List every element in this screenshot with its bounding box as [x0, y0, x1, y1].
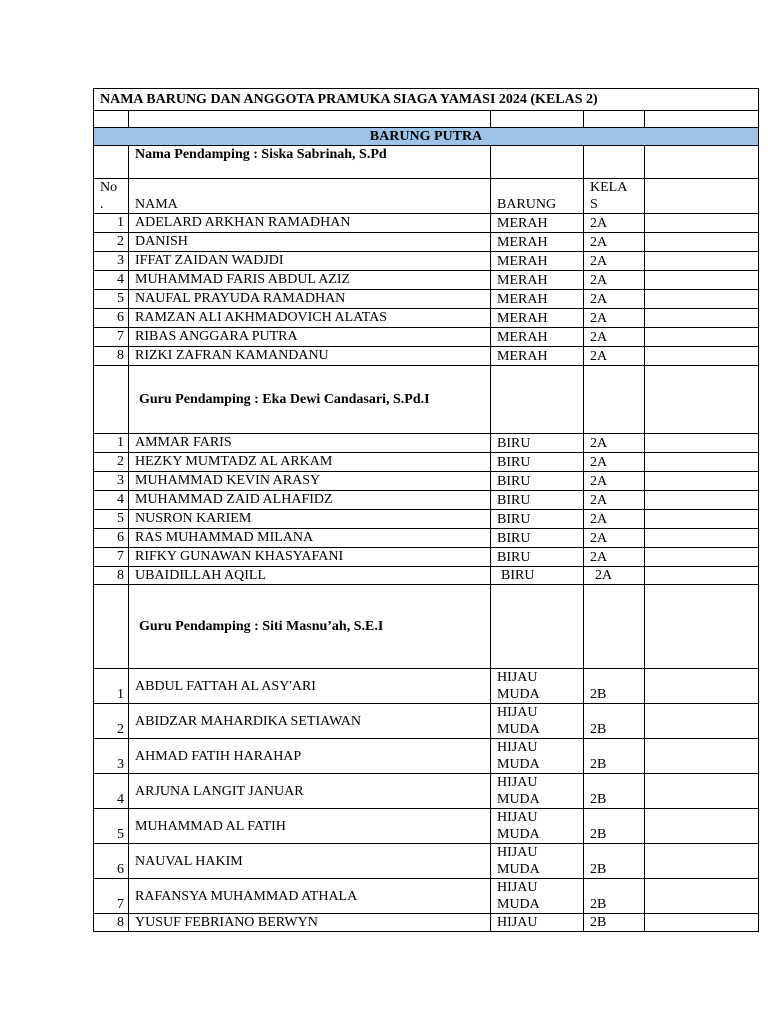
- row-barung-line-1: HIJAU: [497, 740, 538, 755]
- row-barung-line-1: HIJAU: [497, 670, 538, 685]
- table-row: [94, 774, 759, 809]
- empty-cell: [645, 472, 759, 491]
- empty-cell: [645, 567, 759, 585]
- table-row: [94, 214, 759, 233]
- row-kelas: 2A: [584, 510, 645, 529]
- row-barung: BIRU: [491, 529, 584, 548]
- row-barung: MERAH: [491, 347, 584, 366]
- row-nama: MUHAMMAD FARIS ABDUL AZIZ: [129, 271, 491, 290]
- row-kelas: 2A: [584, 328, 645, 347]
- empty-cell: [645, 111, 759, 128]
- pendamping-label: Guru Pendamping : Eka Dewi Candasari, S.Pd.I: [129, 366, 491, 434]
- empty-row: [94, 111, 759, 128]
- empty-cell: [645, 510, 759, 529]
- empty-cell: [645, 214, 759, 233]
- row-nama: RIBAS ANGGARA PUTRA: [129, 328, 491, 347]
- table-row: [94, 472, 759, 491]
- row-kelas: 2A: [584, 567, 645, 585]
- empty-cell: [491, 366, 584, 434]
- row-kelas: 2A: [584, 529, 645, 548]
- empty-cell: [491, 146, 584, 179]
- row-nama: HEZKY MUMTADZ AL ARKAM: [129, 453, 491, 472]
- row-kelas: 2A: [584, 290, 645, 309]
- row-no: 4: [94, 491, 129, 510]
- row-barung-line-1: HIJAU: [497, 775, 538, 790]
- row-barung: BIRU: [491, 434, 584, 453]
- row-kelas: 2A: [584, 347, 645, 366]
- table-row: [94, 233, 759, 252]
- row-barung: MERAH: [491, 309, 584, 328]
- header-nama: NAMA: [129, 179, 491, 214]
- empty-cell: [645, 844, 759, 879]
- row-kelas: 2A: [584, 548, 645, 567]
- row-barung: [491, 809, 584, 844]
- header-kelas: [584, 179, 645, 214]
- row-barung-line-2: MUDA: [497, 862, 540, 877]
- row-kelas: 2A: [584, 271, 645, 290]
- row-no: 4: [94, 271, 129, 290]
- row-barung: BIRU: [491, 567, 584, 585]
- row-kelas: 2B: [584, 809, 645, 844]
- row-nama: ABDUL FATTAH AL ASY'ARI: [129, 669, 491, 704]
- empty-cell: [94, 146, 129, 179]
- row-nama: RAMZAN ALI AKHMADOVICH ALATAS: [129, 309, 491, 328]
- row-barung: [491, 704, 584, 739]
- row-barung-line-2: MUDA: [497, 827, 540, 842]
- row-kelas: 2A: [584, 453, 645, 472]
- empty-cell: [645, 179, 759, 214]
- row-no: 8: [94, 914, 129, 932]
- row-no: 2: [94, 453, 129, 472]
- row-nama: NUSRON KARIEM: [129, 510, 491, 529]
- row-barung: MERAH: [491, 252, 584, 271]
- row-no: 7: [94, 328, 129, 347]
- row-nama: ARJUNA LANGIT JANUAR: [129, 774, 491, 809]
- empty-cell: [491, 585, 584, 669]
- empty-cell: [645, 669, 759, 704]
- table-row: [94, 309, 759, 328]
- row-kelas: 2B: [584, 739, 645, 774]
- table-row: [94, 809, 759, 844]
- title-row: [94, 89, 759, 111]
- row-barung: HIJAU: [491, 914, 584, 932]
- header-kelas-line-2: S: [590, 197, 598, 212]
- empty-cell: [645, 233, 759, 252]
- empty-cell: [584, 585, 645, 669]
- row-nama: MUHAMMAD ZAID ALHAFIDZ: [129, 491, 491, 510]
- empty-cell: [94, 366, 129, 434]
- row-nama: MUHAMMAD AL FATIH: [129, 809, 491, 844]
- row-barung-line-1: HIJAU: [497, 810, 538, 825]
- table-row: [94, 434, 759, 453]
- empty-cell: [645, 146, 759, 179]
- row-barung-line-2: MUDA: [497, 757, 540, 772]
- table-row: [94, 844, 759, 879]
- row-no: 7: [94, 548, 129, 567]
- row-nama: AHMAD FATIH HARAHAP: [129, 739, 491, 774]
- row-barung-line-2: MUDA: [497, 792, 540, 807]
- row-barung: MERAH: [491, 233, 584, 252]
- row-barung-line-1: HIJAU: [497, 845, 538, 860]
- empty-cell: [645, 585, 759, 669]
- row-nama: RIFKY GUNAWAN KHASYAFANI: [129, 548, 491, 567]
- empty-cell: [645, 347, 759, 366]
- table-row: [94, 879, 759, 914]
- empty-cell: [645, 434, 759, 453]
- row-nama: IFFAT ZAIDAN WADJDI: [129, 252, 491, 271]
- row-barung: MERAH: [491, 214, 584, 233]
- header-kelas-line-1: KELA: [590, 180, 628, 195]
- row-nama: RAS MUHAMMAD MILANA: [129, 529, 491, 548]
- table-row: [94, 567, 759, 585]
- empty-cell: [584, 366, 645, 434]
- row-barung: [491, 774, 584, 809]
- row-barung-line-2: MUDA: [497, 897, 540, 912]
- table-row: [94, 491, 759, 510]
- empty-cell: [645, 491, 759, 510]
- pendamping-label: Nama Pendamping : Siska Sabrinah, S.Pd: [129, 146, 491, 179]
- row-no: 5: [94, 290, 129, 309]
- table-row: [94, 290, 759, 309]
- document-title: NAMA BARUNG DAN ANGGOTA PRAMUKA SIAGA YAMASI 2024 (KELAS 2): [94, 89, 759, 111]
- scout-roster-table: [93, 88, 759, 932]
- row-no: 8: [94, 567, 129, 585]
- table-row: [94, 669, 759, 704]
- row-barung: BIRU: [491, 472, 584, 491]
- row-kelas: 2B: [584, 774, 645, 809]
- pendamping-label: Guru Pendamping : Siti Masnu’ah, S.E.I: [129, 585, 491, 669]
- empty-cell: [645, 704, 759, 739]
- row-no: 5: [94, 809, 129, 844]
- row-barung: MERAH: [491, 328, 584, 347]
- table-row: [94, 529, 759, 548]
- pendamping-row: [94, 585, 759, 669]
- row-kelas: 2A: [584, 252, 645, 271]
- row-barung-line-2: MUDA: [497, 722, 540, 737]
- row-kelas: 2B: [584, 879, 645, 914]
- row-nama: DANISH: [129, 233, 491, 252]
- row-barung: BIRU: [491, 453, 584, 472]
- row-no: 7: [94, 879, 129, 914]
- row-no: 5: [94, 510, 129, 529]
- header-no-line-2: .: [100, 197, 104, 212]
- row-kelas: 2A: [584, 472, 645, 491]
- row-kelas: 2A: [584, 491, 645, 510]
- empty-cell: [645, 252, 759, 271]
- row-no: 2: [94, 704, 129, 739]
- empty-cell: [94, 585, 129, 669]
- row-barung: BIRU: [491, 548, 584, 567]
- empty-cell: [645, 453, 759, 472]
- empty-cell: [645, 809, 759, 844]
- row-kelas: 2A: [584, 214, 645, 233]
- row-no: 3: [94, 252, 129, 271]
- header-row: [94, 179, 759, 214]
- table-row: [94, 271, 759, 290]
- empty-cell: [645, 309, 759, 328]
- row-no: 6: [94, 844, 129, 879]
- row-barung: BIRU: [491, 510, 584, 529]
- row-barung: BIRU: [491, 491, 584, 510]
- empty-cell: [584, 111, 645, 128]
- empty-cell: [645, 366, 759, 434]
- header-no: [94, 179, 129, 214]
- table-row: [94, 252, 759, 271]
- pendamping-row: [94, 146, 759, 179]
- empty-cell: [645, 290, 759, 309]
- row-nama: RIZKI ZAFRAN KAMANDANU: [129, 347, 491, 366]
- table-row: [94, 453, 759, 472]
- row-kelas: 2A: [584, 434, 645, 453]
- row-kelas: 2B: [584, 669, 645, 704]
- section-title: BARUNG PUTRA: [94, 128, 759, 146]
- row-kelas: 2A: [584, 309, 645, 328]
- row-nama: ABIDZAR MAHARDIKA SETIAWAN: [129, 704, 491, 739]
- row-kelas: 2B: [584, 844, 645, 879]
- empty-cell: [645, 328, 759, 347]
- row-barung: [491, 669, 584, 704]
- table-row: [94, 739, 759, 774]
- empty-cell: [645, 879, 759, 914]
- table-row: [94, 914, 759, 932]
- row-barung: [491, 879, 584, 914]
- row-barung: MERAH: [491, 271, 584, 290]
- row-no: 8: [94, 347, 129, 366]
- row-barung: MERAH: [491, 290, 584, 309]
- row-nama: AMMAR FARIS: [129, 434, 491, 453]
- row-nama: MUHAMMAD KEVIN ARASY: [129, 472, 491, 491]
- row-kelas: 2B: [584, 704, 645, 739]
- row-no: 1: [94, 214, 129, 233]
- empty-cell: [491, 111, 584, 128]
- row-kelas: 2A: [584, 233, 645, 252]
- row-barung: [491, 844, 584, 879]
- table-row: [94, 510, 759, 529]
- row-barung: [491, 739, 584, 774]
- pendamping-row: [94, 366, 759, 434]
- table-row: [94, 704, 759, 739]
- table-row: [94, 328, 759, 347]
- row-nama: NAUVAL HAKIM: [129, 844, 491, 879]
- empty-cell: [94, 111, 129, 128]
- empty-cell: [645, 548, 759, 567]
- row-barung-line-1: HIJAU: [497, 880, 538, 895]
- row-no: 4: [94, 774, 129, 809]
- row-barung-line-2: MUDA: [497, 687, 540, 702]
- empty-cell: [645, 271, 759, 290]
- table-row: [94, 548, 759, 567]
- row-nama: UBAIDILLAH AQILL: [129, 567, 491, 585]
- row-no: 6: [94, 529, 129, 548]
- row-nama: ADELARD ARKHAN RAMADHAN: [129, 214, 491, 233]
- table-row: [94, 347, 759, 366]
- row-kelas: 2B: [584, 914, 645, 932]
- row-no: 3: [94, 739, 129, 774]
- row-no: 1: [94, 669, 129, 704]
- row-no: 2: [94, 233, 129, 252]
- row-no: 6: [94, 309, 129, 328]
- row-no: 3: [94, 472, 129, 491]
- empty-cell: [645, 774, 759, 809]
- empty-cell: [645, 739, 759, 774]
- empty-cell: [645, 529, 759, 548]
- row-barung-line-1: HIJAU: [497, 705, 538, 720]
- row-nama: RAFANSYA MUHAMMAD ATHALA: [129, 879, 491, 914]
- section-row: [94, 128, 759, 146]
- empty-cell: [584, 146, 645, 179]
- row-no: 1: [94, 434, 129, 453]
- empty-cell: [129, 111, 491, 128]
- header-barung: BARUNG: [491, 179, 584, 214]
- row-nama: YUSUF FEBRIANO BERWYN: [129, 914, 491, 932]
- empty-cell: [645, 914, 759, 932]
- header-no-line-1: No: [100, 180, 118, 195]
- row-nama: NAUFAL PRAYUDA RAMADHAN: [129, 290, 491, 309]
